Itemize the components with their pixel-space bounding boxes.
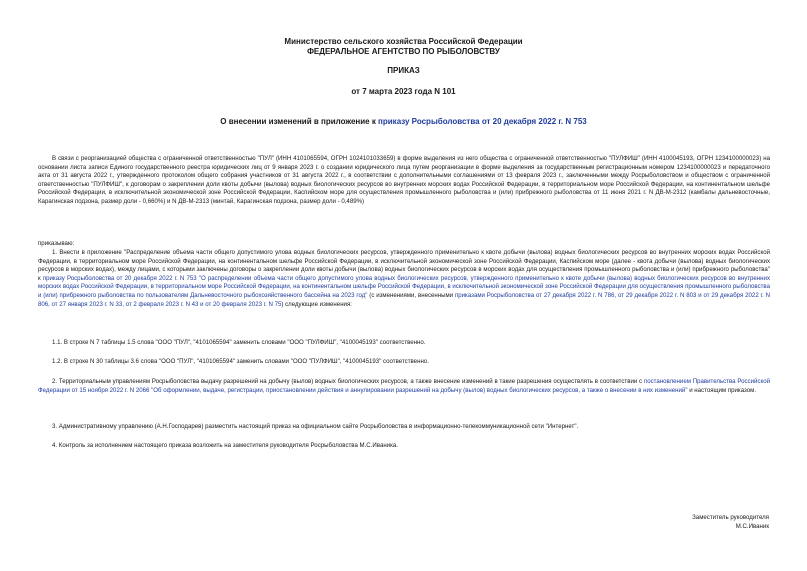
agency-title: ФЕДЕРАЛЬНОЕ АГЕНТСТВО ПО РЫБОЛОВСТВУ [307, 47, 500, 56]
item-1-text-b: (с изменениями, внесенными [367, 291, 455, 299]
paragraph-item-1-1: 1.1. В строке N 7 таблицы 1.5 слова "ООО "ПУЛ", "4101065594" заменить словами "ООО "ПУЛФИШ", "4100045193" соответственно. [52, 339, 426, 346]
document-date-number: от 7 марта 2023 года N 101 [351, 87, 456, 96]
document-type: ПРИКАЗ [387, 66, 420, 75]
subject-prefix: О внесении изменений в приложение к [220, 117, 379, 126]
document-subject [0, 117, 807, 126]
signatory-name: М.С.Иваник [735, 522, 769, 530]
government-decree-link[interactable]: постановлением Правительства Российской Федерации от 15 ноября 2022 г. N 2066 "Об оформлении, выдаче, регистрации, приостановлении действия и аннулировании разрешений на добычу (вылов) водных биологических ресурсов, а также о внесении в них изменений" [38, 378, 770, 394]
paragraph-item-1 [38, 249, 770, 309]
paragraph-preamble: В связи с реорганизацией общества с ограниченной ответственностью "ПУЛ" (ИНН 4101065594, ОГРН 1024101033659) в форме выделения из него общества с ограниченной ответственностью "ПУЛФИШ" (ИНН 4100045193, ОГРН 1234100000023) на основании листа записи Единого государственного реестра юридических лиц от 9 января 2023 г. о создании юридического лица путем реорганизации в форме выделения за государственным регистрационным номером 1234100000023 и передаточного акта от 31 августа 2022 г., утвержденного протоколом общего собрания участников от 31 августа 2022 г., в соответствии с дополнительными соглашениями от 13 февраля 2023 г., заключенными между Росрыболовством и обществом с ограниченной ответственностью "ПУЛФИШ", к договорам о закреплении доли квоты добычи (вылова) водных биологических ресурсов во внутренних морских водах Российской Федерации, в территориальном море Российской Федерации, на континентальном шельфе Российской Федерации, в исключительной экономической зоне Российской Федерации, Каспийском море для осуществления промышленного рыболовства и (или) прибрежного рыболовства от 11 июня 2021 г. N ДВ-М-2312 (камбалы дальневосточные, Карагинская подзона, размер доли - 0,660%) и N ДВ-М-2313 (минтай, Карагинская подзона, размер доли - 0,489%) [38, 155, 770, 205]
signature-block [692, 514, 769, 531]
amending-orders-link[interactable]: приказами Росрыболовства от 27 декабря 2022 г. N 786, от 29 декабря 2022 г. N 803 и от 29 декабря 2022 г. N 806, от 27 января 2023 г. N 33, от 2 февраля 2023 г. N 43 и от 20 февраля 2023 г. N 75 [38, 291, 770, 308]
item-1-text-a: 1. Внести в приложение "Распределение объема части общего допустимого улова водных биологических ресурсов, утвержденного применительно к квоте добычи (вылова) водных биологических ресурсов во внутренних морских водах Российской Федерации, в территориальном море Российской Федерации, на континентальном шельфе Российской Федерации, в исключительной экономической зоне Российской Федерации, Каспийском море (далее - квота добычи (вылова) водных биологических ресурсов в морских водах), между лицами, с которыми заключены договоры о закреплении доли квоты добычи (вылова) водных биологических ресурсов в морских водах для осуществления промышленного рыболовства и (или) прибрежного рыболовства" к [38, 249, 770, 282]
ministry-title: Министерство сельского хозяйства Российской Федерации [284, 37, 523, 46]
subject-order-link[interactable]: приказу Росрыболовства от 20 декабря 2022 г. N 753 [378, 117, 587, 126]
paragraph-item-3: 3. Административному управлению (А.Н.Господарев) разместить настоящий приказ на официальном сайте Росрыболовства в информационно-телекоммуникационной сети "Интернет". [52, 423, 579, 430]
item-1-text-c: ) следующие изменения: [281, 300, 352, 308]
paragraph-item-1-2: 1.2. В строке N 30 таблицы 3.6 слова "ООО "ПУЛ", "4101065594" заменить словами "ООО "ПУЛФИШ", "4100045193" соответственно. [52, 358, 429, 365]
item-2-text-a: 2. Территориальным управлениям Росрыболовства выдачу разрешений на добычу (вылов) водных биологических ресурсов, а также внесение изменений в такие разрешения осуществлять в соответствии с [52, 378, 644, 385]
order-753-link[interactable]: приказу Росрыболовства от 20 декабря 2022 г. N 753 "О распределении объема части общего допустимого улова водных биологических ресурсов, утвержденного применительно к квоте добычи (вылова) водных биологических ресурсов во внутренних морских водах Российской Федерации, в территориальном море Российской Федерации, на континентальном шельфе Российской Федерации, в исключительной экономической зоне Российской Федерации для осуществления промышленного рыболовства и (или) прибрежного рыболовства по пользователям Дальневосточного рыбохозяйственного бассейна на 2023 год" [38, 274, 770, 299]
paragraph-item-4: 4. Контроль за исполнением настоящего приказа возложить на заместителя руководителя Росрыболовства М.С.Иваника. [52, 442, 398, 449]
paragraph-item-2 [38, 378, 770, 395]
paragraph-order-intro: приказываю: [38, 240, 75, 247]
item-2-text-b: и настоящим приказом. [687, 386, 757, 394]
signatory-title: Заместитель руководителя [692, 514, 769, 521]
